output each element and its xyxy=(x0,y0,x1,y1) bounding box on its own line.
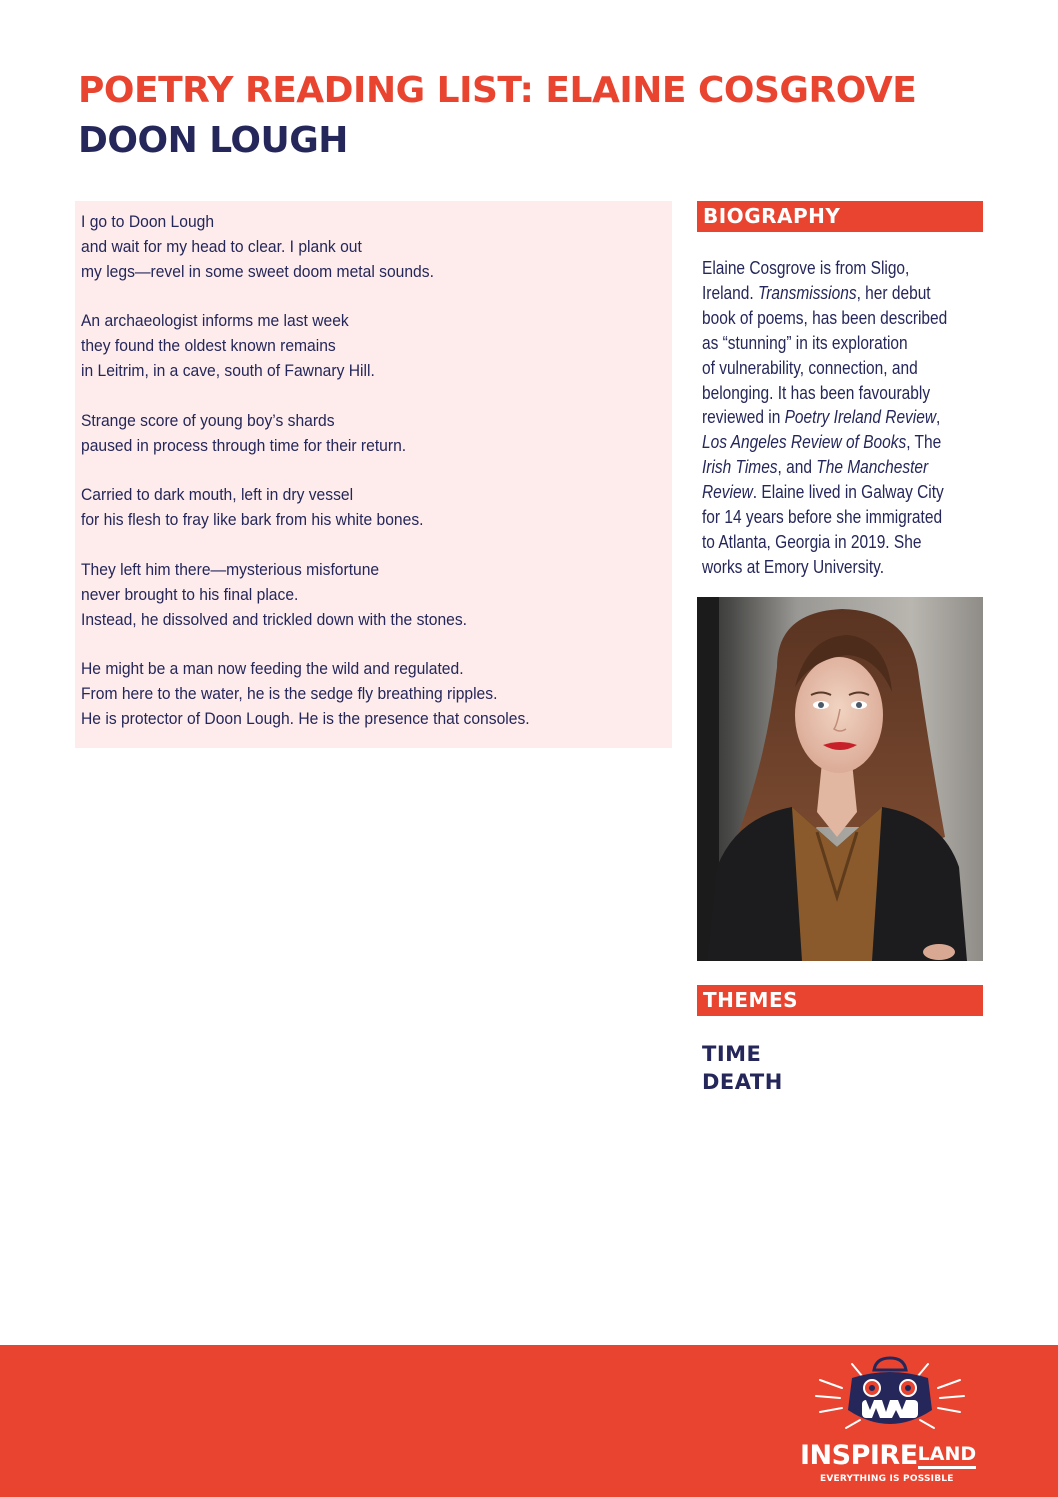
poem-line: He might be a man now feeding the wild and regulated. xyxy=(81,659,464,679)
bio-line: works at Emory University. xyxy=(702,556,885,577)
bio-line: Irish Times, and The Manchester xyxy=(702,457,929,478)
bio-line: Los Angeles Review of Books, The xyxy=(702,432,942,453)
biography-heading: BIOGRAPHY xyxy=(697,201,983,232)
publication-name: Irish Times xyxy=(702,457,778,478)
bio-line: belonging. It has been favourably xyxy=(702,382,931,403)
biography-text xyxy=(702,256,1002,580)
themes-heading: THEMES xyxy=(697,985,983,1016)
publication-name: Los Angeles Review of Books xyxy=(702,432,907,453)
poem-line: He is protector of Doon Lough. He is the presence that consoles. xyxy=(81,708,530,728)
poem-line: for his flesh to fray like bark from his white bones. xyxy=(81,510,424,530)
book-title: Transmissions xyxy=(757,282,857,303)
poem-title: DOON LOUGH xyxy=(78,120,348,161)
bio-line: book of poems, has been described xyxy=(702,307,948,328)
poem-line: They left him there—mysterious misfortune xyxy=(81,559,380,579)
publication-name: Poetry Ireland Review xyxy=(784,407,937,428)
poem-line: I go to Doon Lough xyxy=(81,212,215,231)
poem-stanza xyxy=(81,210,672,284)
poem-line: never brought to his final place. xyxy=(81,584,299,604)
theme-item: DEATH xyxy=(702,1070,783,1094)
poem-line: Carried to dark mouth, left in dry vessel xyxy=(81,485,354,505)
poem-stanza xyxy=(81,558,672,632)
poem-stanza xyxy=(81,309,672,383)
bio-line: reviewed in Poetry Ireland Review, xyxy=(702,407,941,428)
brand-logo: INSPIRELAND xyxy=(800,1440,977,1471)
bio-line: to Atlanta, Georgia in 2019. She xyxy=(702,531,922,552)
bio-line: Ireland. Transmissions, her debut xyxy=(702,282,931,303)
poem-line: they found the oldest known remains xyxy=(81,336,336,356)
theme-item: TIME xyxy=(702,1042,762,1066)
themes-list xyxy=(702,1040,783,1096)
bio-line: Elaine Cosgrove is from Sligo, xyxy=(702,258,910,278)
poem-line: in Leitrim, in a cave, south of Fawnary Hill. xyxy=(81,360,375,380)
poem-line: From here to the water, he is the sedge fly breathing ripples. xyxy=(81,684,498,704)
poem-stanza xyxy=(81,483,672,533)
poem-line: Instead, he dissolved and trickled down with the stones. xyxy=(81,609,468,629)
poem-line: paused in process through time for their return. xyxy=(81,435,407,455)
publication-name: Review xyxy=(702,482,753,503)
author-photo xyxy=(697,597,983,961)
bio-line: Review. Elaine lived in Galway City xyxy=(702,482,944,503)
poem-stanza xyxy=(81,657,672,731)
poem-stanza xyxy=(81,409,672,459)
bio-line: of vulnerability, connection, and xyxy=(702,357,918,378)
monster-face-icon xyxy=(812,1350,968,1442)
brand-tagline: EVERYTHING IS POSSIBLE xyxy=(820,1474,954,1484)
bio-line: for 14 years before she immigrated xyxy=(702,507,943,528)
poem-line: An archaeologist informs me last week xyxy=(81,311,349,331)
poem-line: Strange score of young boy’s shards xyxy=(81,410,335,430)
poem-text-box xyxy=(75,201,672,748)
poem-line: my legs—revel in some sweet doom metal sounds. xyxy=(81,261,434,281)
bio-line: as “stunning” in its exploration xyxy=(702,332,908,353)
page-title: POETRY READING LIST: ELAINE COSGROVE xyxy=(78,70,917,111)
publication-name: The Manchester xyxy=(816,457,929,478)
poem-line: and wait for my head to clear. I plank out xyxy=(81,236,362,256)
